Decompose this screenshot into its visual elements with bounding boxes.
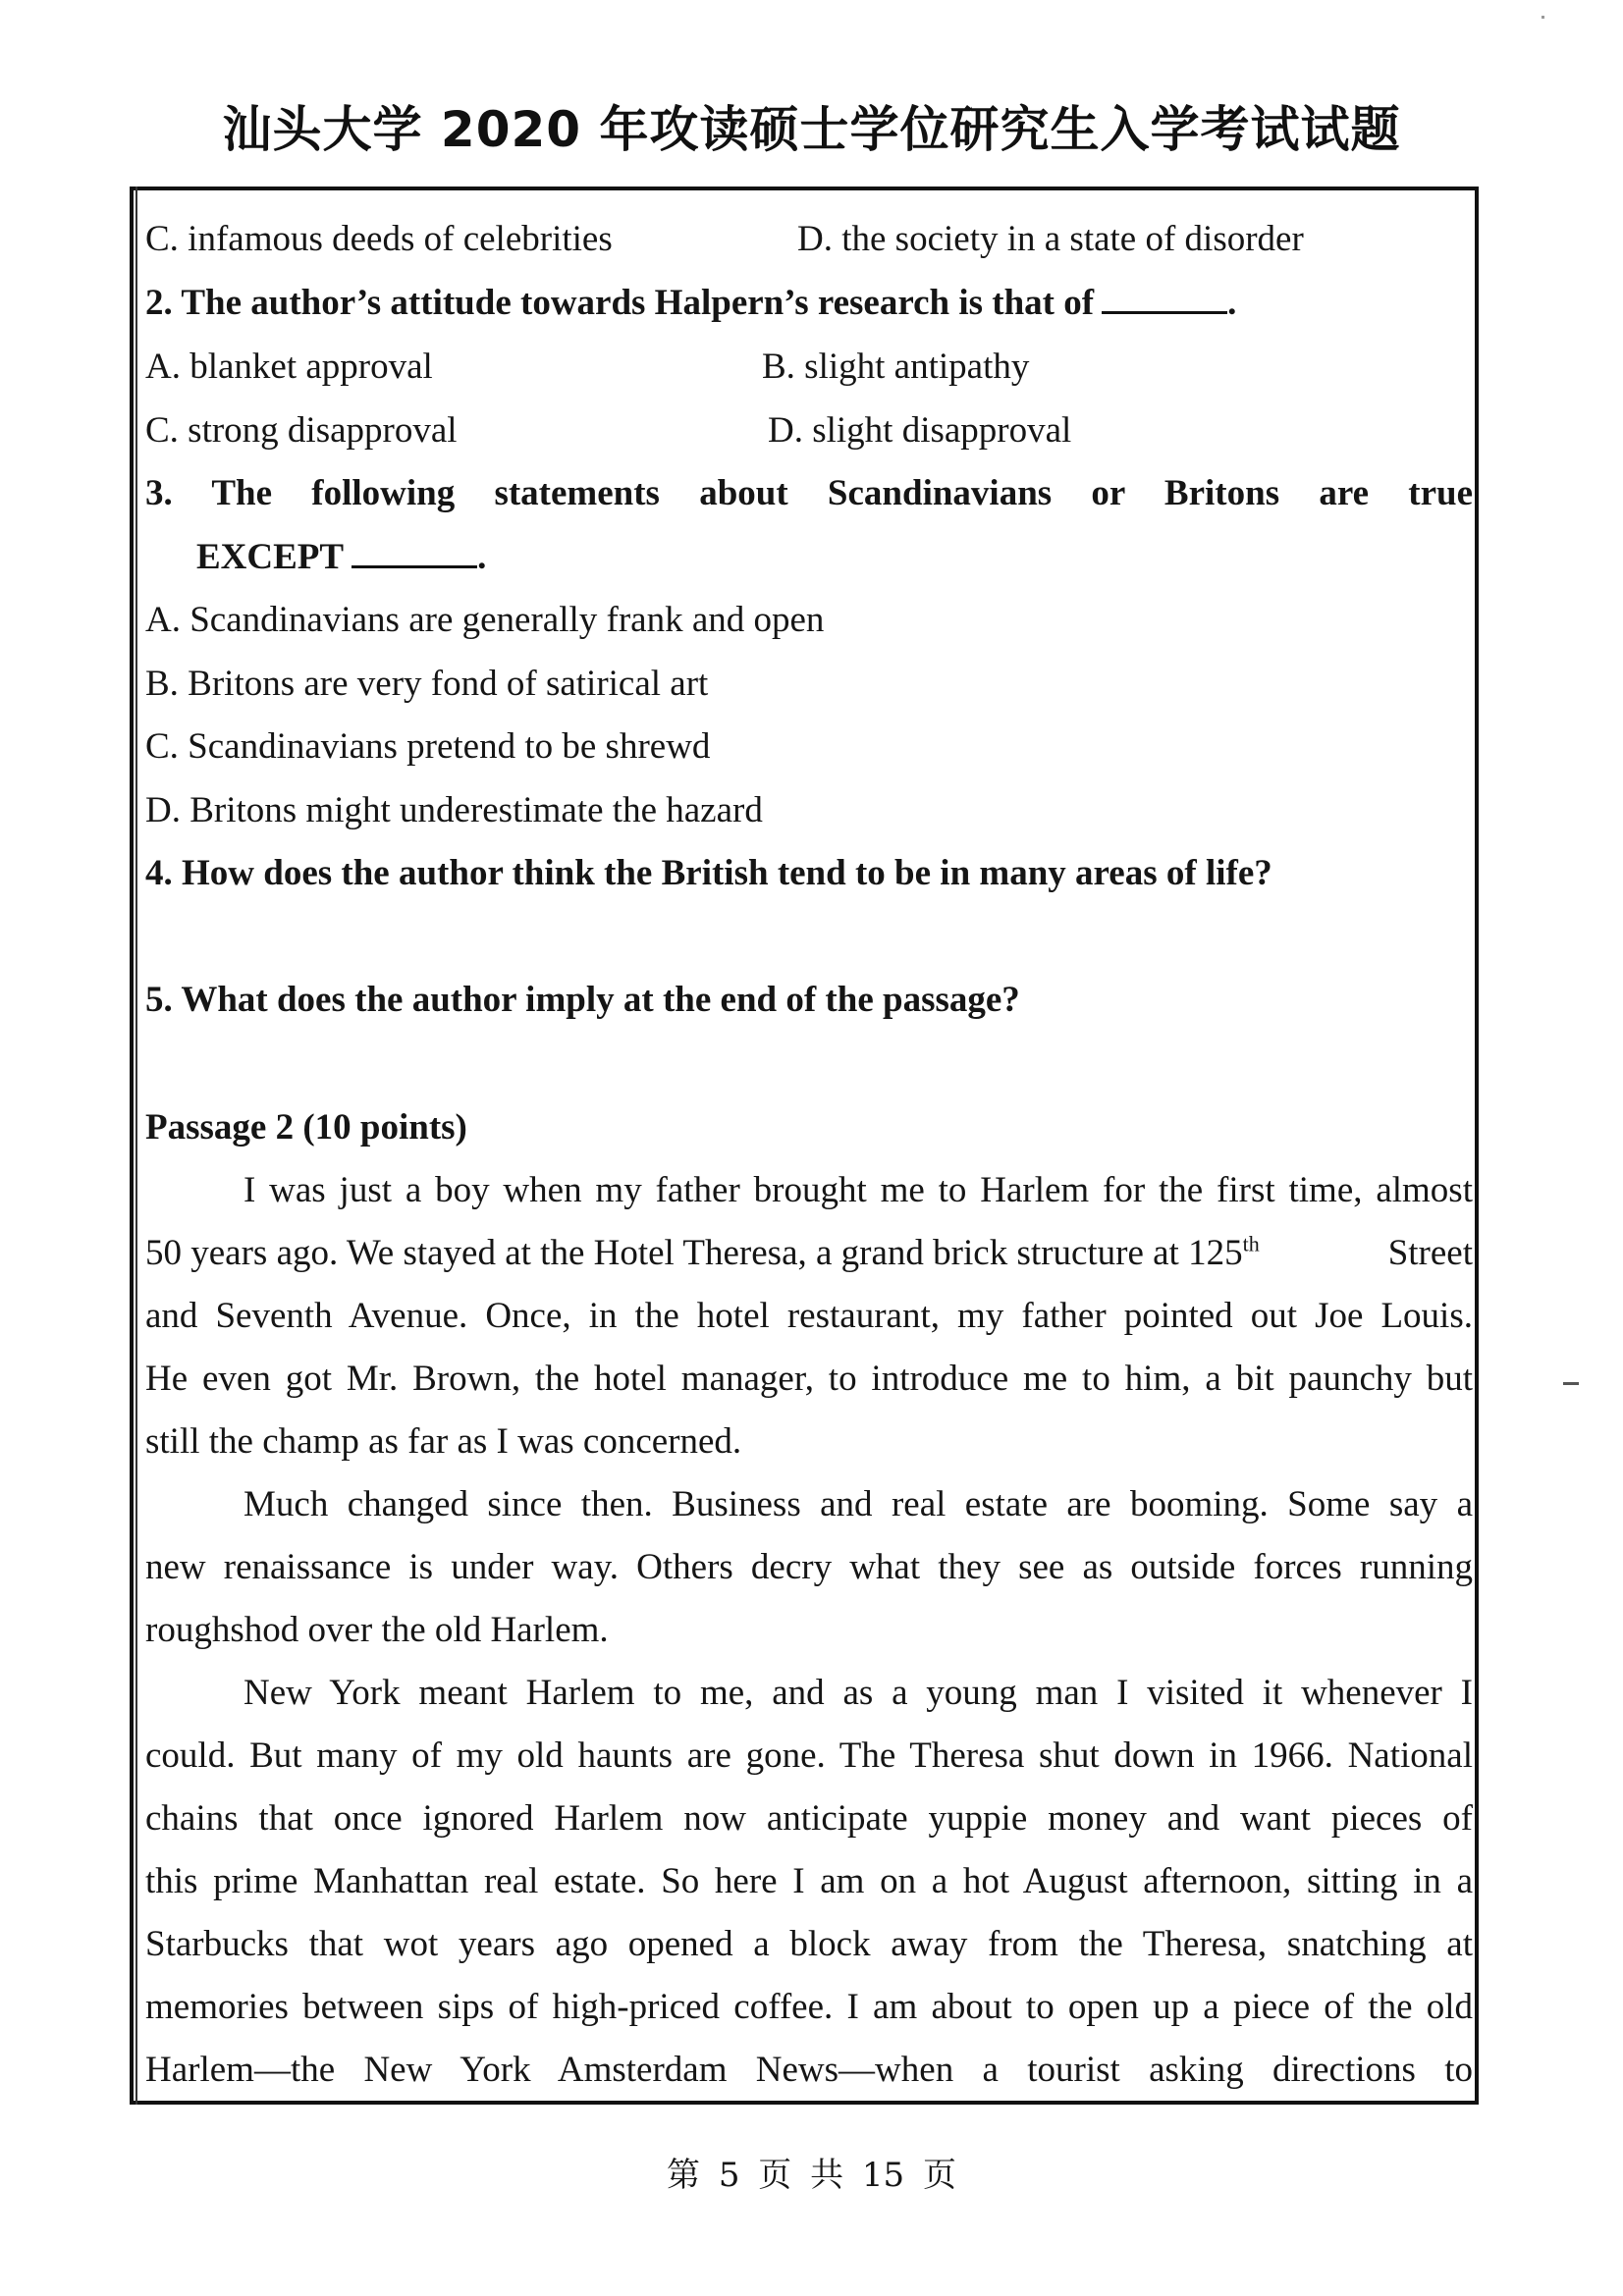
answer-blank (1102, 282, 1227, 314)
q5-stem: 5. What does the author imply at the end of the passage? (145, 980, 1020, 1020)
passage-2-line: New York meant Harlem to me, and as a young man I visited it whenever I (243, 1673, 1473, 1713)
q3-option-a: A. Scandinavians are generally frank and open (145, 600, 825, 640)
q2-stem: 2. The author’s attitude towards Halpern’s research is that of . (145, 283, 1237, 323)
exam-title: 汕头大学 2020 年攻读硕士学位研究生入学考试试题 (222, 101, 1401, 158)
q2-stem-text: 2. The author’s attitude towards Halpern’s research is that of (145, 283, 1095, 323)
q2-options-row-1 (145, 343, 1473, 392)
passage-2-line: this prime Manhattan real estate. So here I am on a hot August afternoon, sitting in a (145, 1861, 1473, 1901)
q3-option-b: B. Britons are very fond of satirical art (145, 664, 709, 704)
q2-options-row-2 (145, 406, 1473, 455)
q4-stem: 4. How does the author think the British tend to be in many areas of life? (145, 853, 1272, 893)
q1-option-d: D. the society in a state of disorder (797, 219, 1304, 259)
q2-option-d: D. slight disapproval (768, 410, 1072, 451)
frame-left-rule (135, 187, 137, 2105)
passage-2-line: Starbucks that wot years ago opened a block away from the Theresa, snatching at (145, 1924, 1473, 1964)
scan-speck (1542, 16, 1544, 19)
passage-2-line: He even got Mr. Brown, the hotel manager, to introduce me to him, a bit paunchy but (145, 1359, 1473, 1399)
q2-option-a: A. blanket approval (145, 347, 433, 387)
q3-stem-line-1: 3. The following statements about Scandinavians or Britons are true (145, 473, 1473, 513)
margin-mark (1563, 1382, 1579, 1385)
passage-2-line: chains that once ignored Harlem now anticipate yuppie money and want pieces of (145, 1798, 1473, 1839)
superscript-th: th (1242, 1231, 1260, 1256)
passage-2-line: could. But many of my old haunts are gone. The Theresa shut down in 1966. National (145, 1735, 1473, 1776)
passage-2-line: still the champ as far as I was concerned. (145, 1421, 742, 1462)
passage-2-line: Harlem—the New York Amsterdam News—when a tourist asking directions to (145, 2050, 1473, 2090)
passage-2-line: Much changed since then. Business and real estate are booming. Some say a (243, 1484, 1473, 1524)
q3-option-d: D. Britons might underestimate the hazard (145, 790, 763, 830)
q3-option-c: C. Scandinavians pretend to be shrewd (145, 726, 711, 767)
answer-blank (352, 536, 477, 568)
passage-2-line-text (145, 1229, 1260, 1278)
passage-2-line-end: Street (1387, 1233, 1473, 1273)
q2-option-c: C. strong disapproval (145, 410, 458, 451)
q3-stem-except: EXCEPT (196, 537, 345, 577)
passage-2-line: roughshod over the old Harlem. (145, 1610, 609, 1650)
passage-2-line: memories between sips of high-priced coffee. I am about to open up a piece of the old (145, 1987, 1473, 2027)
passage-2-line-body: 50 years ago. We stayed at the Hotel Theresa, a grand brick structure at 125 (145, 1233, 1243, 1273)
passage-2-line (145, 1229, 1473, 1278)
passage-2-line: and Seventh Avenue. Once, in the hotel restaurant, my father pointed out Joe Louis. (145, 1296, 1473, 1336)
passage-2-heading: Passage 2 (10 points) (145, 1107, 467, 1148)
q2-option-b: B. slight antipathy (762, 347, 1030, 387)
passage-2-line: new renaissance is under way. Others decry what they see as outside forces running (145, 1547, 1473, 1587)
page-number-footer: 第 5 页 共 15 页 (667, 2156, 956, 2195)
q3-stem-line-2: EXCEPT . (196, 537, 487, 577)
q1-options-row (145, 215, 1473, 264)
passage-2-line: I was just a boy when my father brought me to Harlem for the first time, almost (243, 1170, 1473, 1210)
q1-option-c: C. infamous deeds of celebrities (145, 219, 613, 259)
